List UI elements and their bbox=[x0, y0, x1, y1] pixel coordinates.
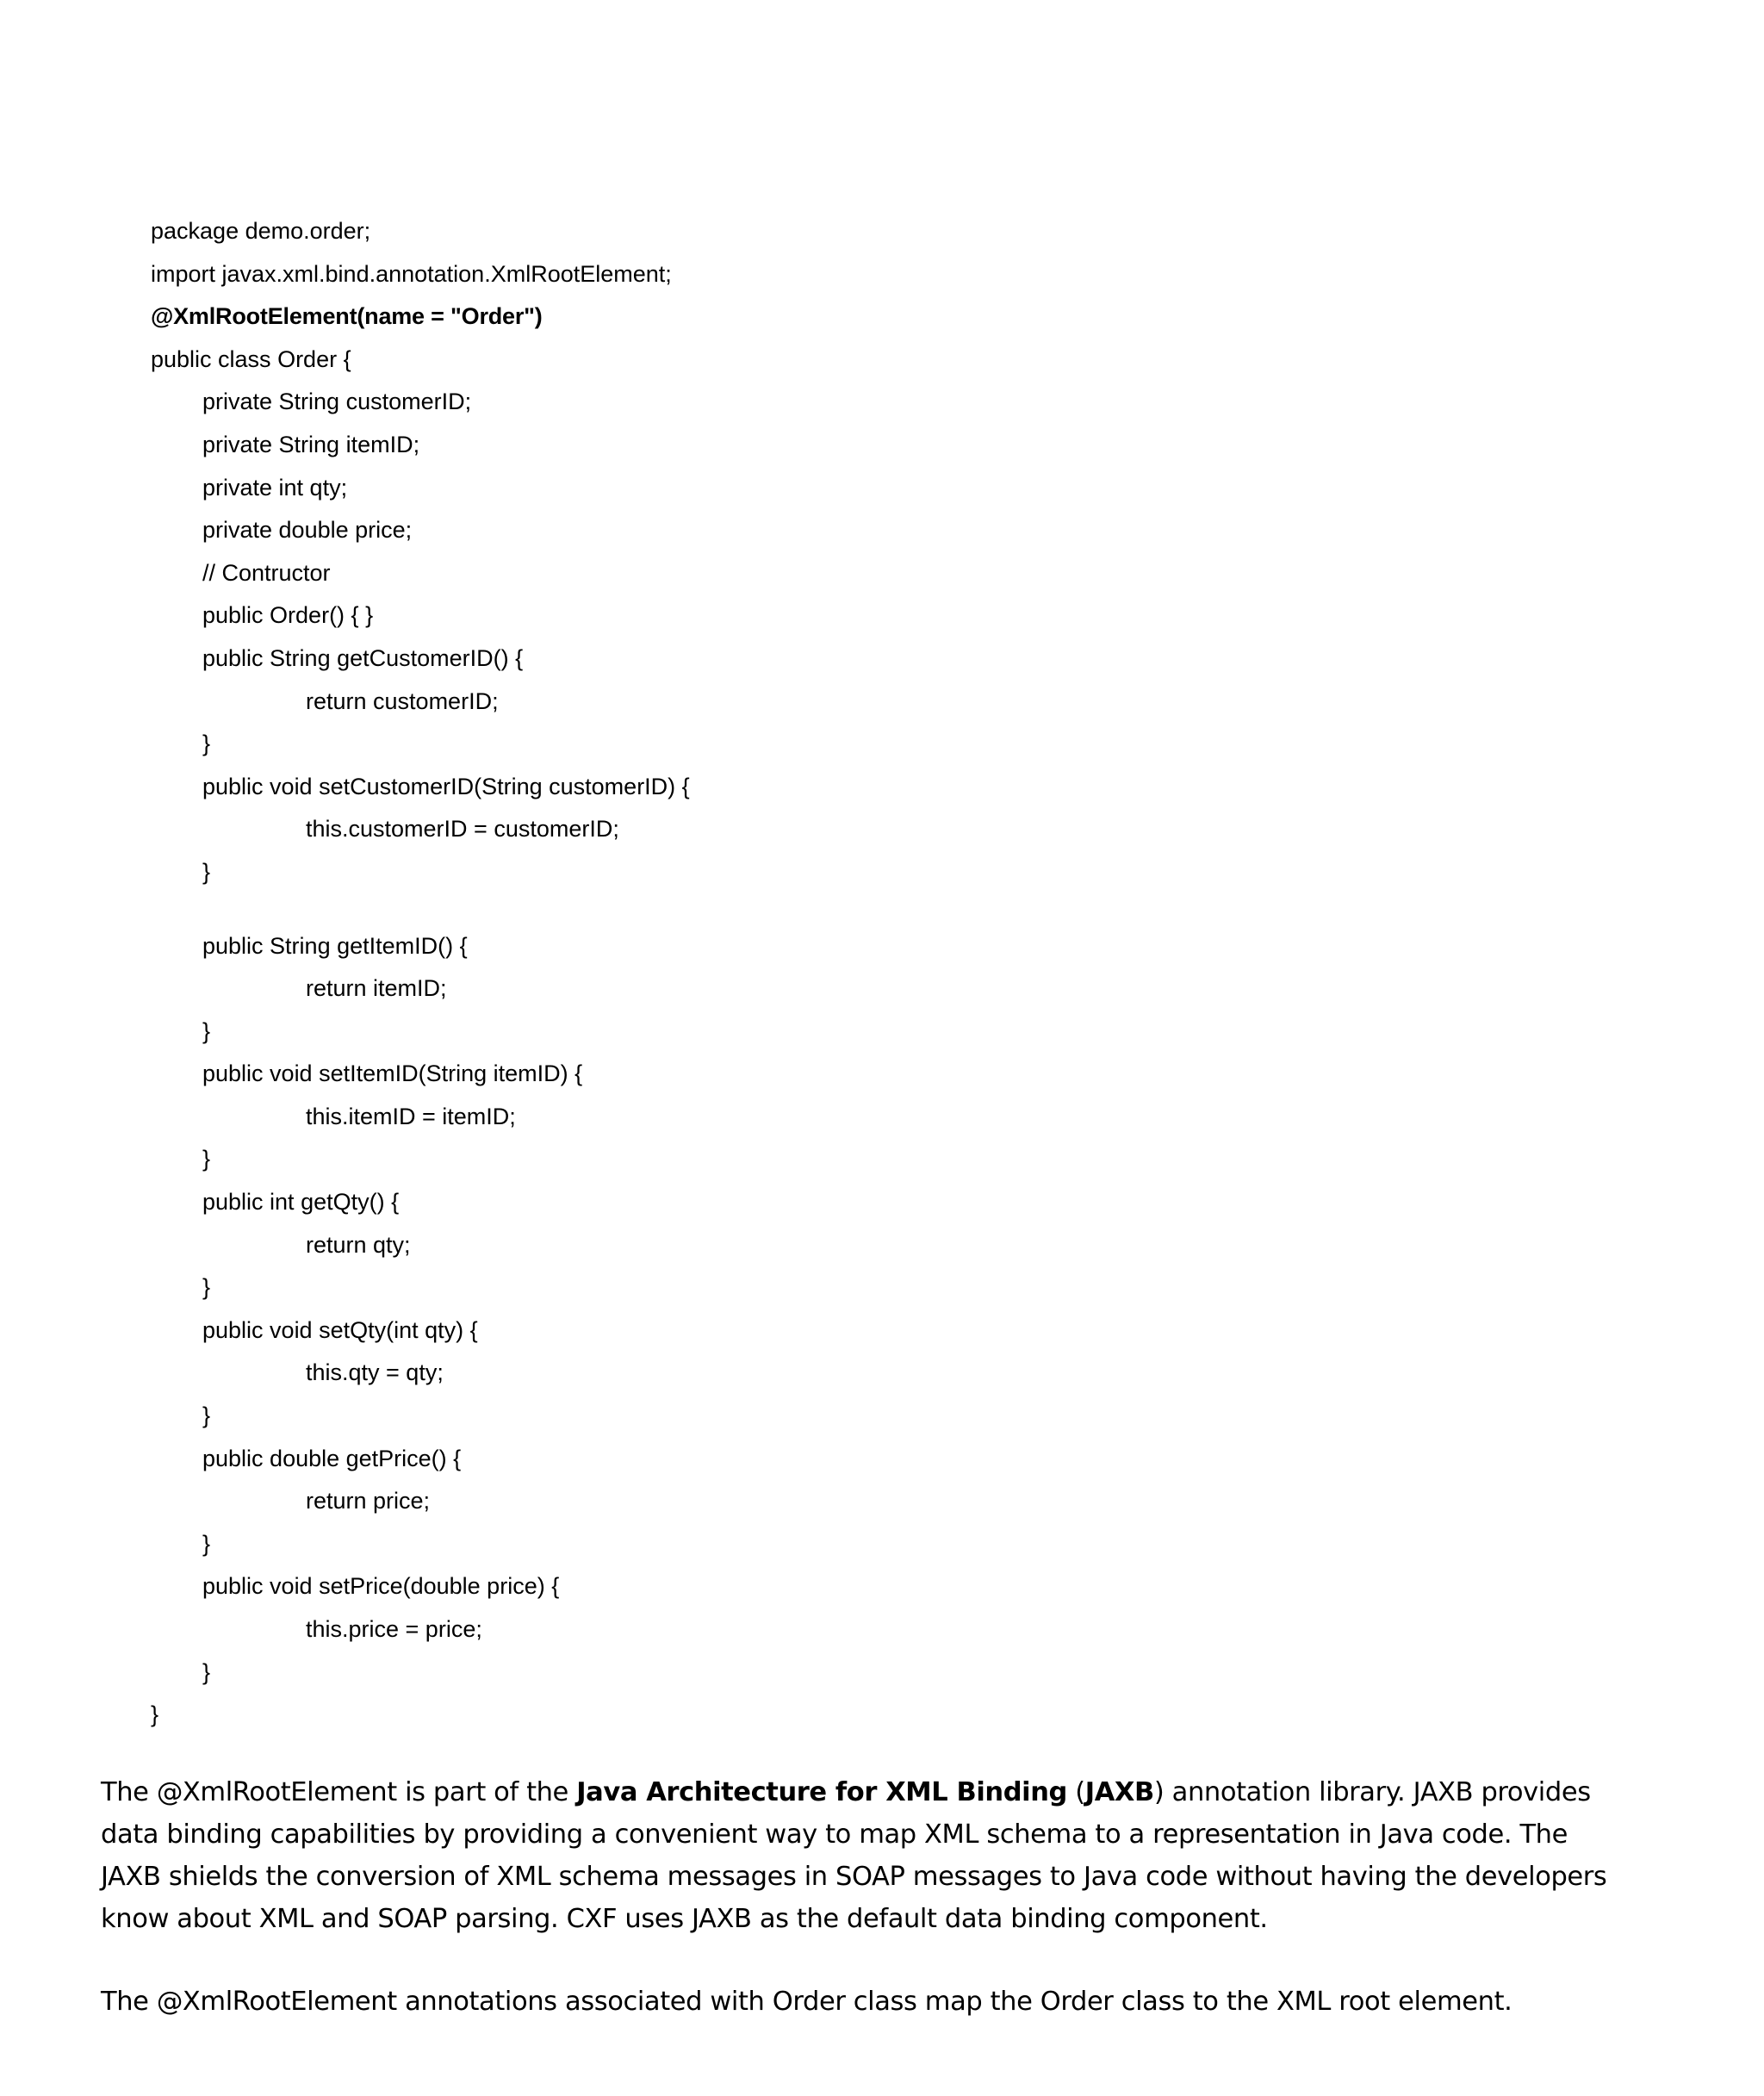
code-line: public String getItemID() { bbox=[202, 932, 468, 959]
code-line: public void setQty(int qty) { bbox=[202, 1316, 478, 1343]
para1-open-paren: ( bbox=[1066, 1777, 1085, 1807]
code-line: } bbox=[202, 858, 211, 885]
code-line: return qty; bbox=[306, 1231, 411, 1258]
para1-text-before: The @XmlRootElement is part of the bbox=[101, 1777, 577, 1807]
code-line: private String customerID; bbox=[202, 389, 472, 415]
code-line: // Contructor bbox=[202, 559, 331, 586]
code-line: } bbox=[202, 1658, 211, 1685]
code-line: public void setCustomerID(String customerID) { bbox=[202, 773, 690, 799]
code-line: return price; bbox=[306, 1488, 431, 1514]
code-line: this.itemID = itemID; bbox=[306, 1103, 516, 1129]
code-line: } bbox=[202, 1017, 211, 1044]
code-line: return itemID; bbox=[306, 975, 447, 1002]
para1-text-after: ) annotation library. JAXB provides data binding capabilities by providing a convenient way to map XML schema to a representation in Java code. The JAXB shields the conversion of XML schema messages in SOAP messages to Java code without having the developers know about XML and SOAP parsing. CXF uses JAXB as the default data binding component. bbox=[101, 1777, 1607, 1934]
code-line: @XmlRootElement(name = "Order") bbox=[151, 303, 543, 330]
jaxb-description-paragraph bbox=[101, 1771, 1617, 1940]
code-line: private String itemID; bbox=[202, 431, 420, 457]
code-line: } bbox=[202, 1146, 211, 1172]
code-line: private double price; bbox=[202, 517, 413, 544]
code-line: public Order() { } bbox=[202, 602, 374, 629]
code-line: } bbox=[202, 1274, 211, 1301]
code-line: public void setItemID(String itemID) { bbox=[202, 1060, 583, 1087]
code-listing bbox=[151, 210, 1443, 1737]
annotation-summary-paragraph: The @XmlRootElement annotations associated with Order class map the Order class to the XML root element. bbox=[101, 1987, 1512, 2017]
code-line: this.qty = qty; bbox=[306, 1359, 444, 1386]
code-line: public class Order { bbox=[151, 345, 351, 372]
code-line: public String getCustomerID() { bbox=[202, 644, 524, 671]
code-line: public void setPrice(double price) { bbox=[202, 1573, 560, 1600]
code-line: this.customerID = customerID; bbox=[306, 816, 619, 843]
code-line: return customerID; bbox=[306, 687, 499, 714]
code-blank-line bbox=[151, 894, 1443, 925]
code-line: } bbox=[202, 1530, 211, 1557]
code-line: import javax.xml.bind.annotation.XmlRootElement; bbox=[151, 260, 672, 287]
para1-bold-abbr: JAXB bbox=[1084, 1777, 1154, 1807]
code-line: package demo.order; bbox=[151, 218, 371, 244]
code-line: } bbox=[202, 731, 211, 757]
code-line: this.price = price; bbox=[306, 1616, 482, 1642]
code-line: } bbox=[202, 1403, 211, 1429]
para1-bold-term: Java Architecture for XML Binding bbox=[576, 1777, 1067, 1807]
code-line: } bbox=[151, 1701, 159, 1728]
code-line: public int getQty() { bbox=[202, 1189, 400, 1216]
code-line: private int qty; bbox=[202, 474, 348, 501]
code-line: public double getPrice() { bbox=[202, 1445, 462, 1471]
